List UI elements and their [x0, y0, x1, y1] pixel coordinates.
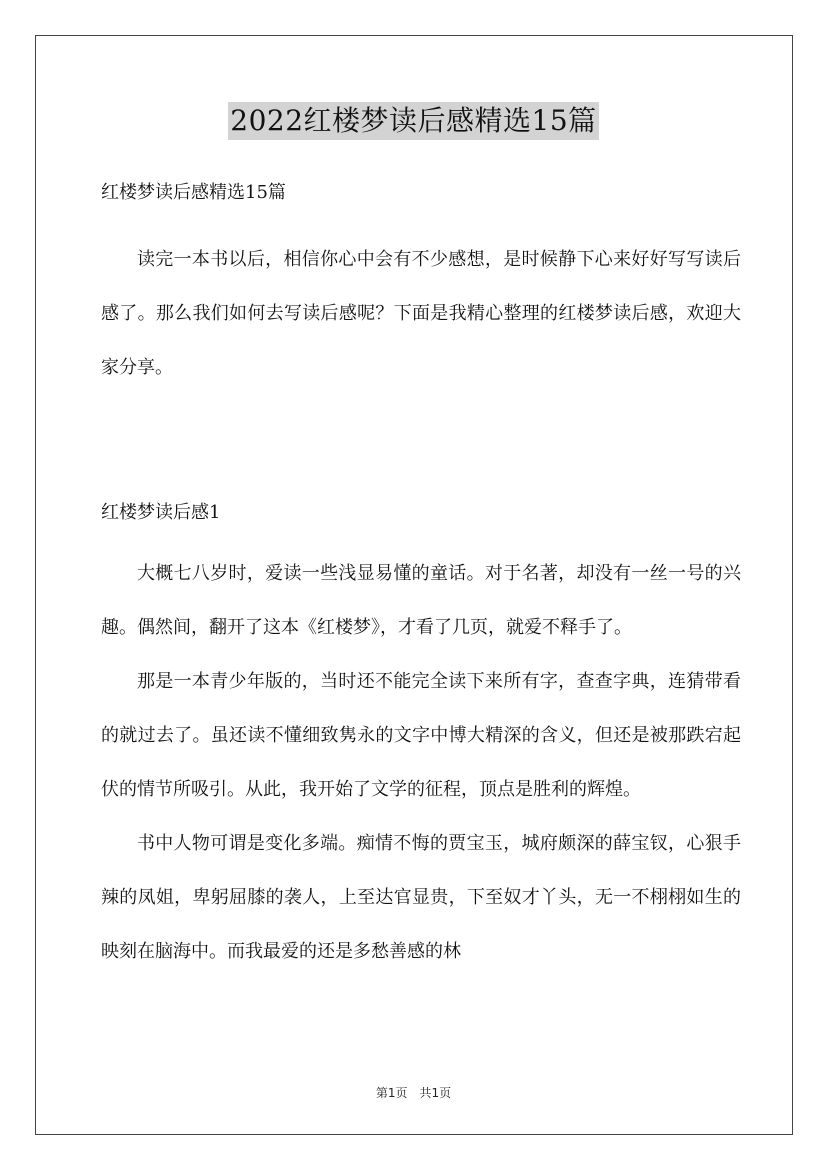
section-heading: 红楼梦读后感1 — [101, 502, 221, 523]
body-paragraph: 大概七八岁时，爱读一些浅显易懂的童话。对于名著，却没有一丝一号的兴趣。偶然间，翻开了这本《红楼梦》，才看了几页，就爱不释手了。 — [101, 563, 741, 638]
body-paragraph: 那是一本青少年版的，当时还不能完全读下来所有字，查查字典，连猜带看的就过去了。虽还读不懂细致隽永的文字中博大精深的含义，但还是被那跌宕起伏的情节所吸引。从此，我开始了文学的征程，顶点是胜利的辉煌。 — [101, 671, 741, 800]
intro-paragraph: 读完一本书以后，相信你心中会有不少感想，是时候静下心来好好写写读后感了。那么我们如何去写读后感呢？下面是我精心整理的红楼梦读后感，欢迎大家分享。 — [101, 249, 741, 378]
subtitle: 红楼梦读后感精选15篇 — [101, 182, 286, 203]
title-container — [0, 102, 827, 140]
document-body — [101, 177, 741, 979]
body-paragraph: 书中人物可谓是变化多端。痴情不悔的贾宝玉，城府颇深的薛宝钗，心狠手辣的凤姐，卑躬屈膝的袭人，上至达官显贵，下至奴才丫头，无一不栩栩如生的映刻在脑海中。而我最爱的还是多愁善感的林 — [101, 833, 741, 962]
page-footer: 第1页 共1页 — [375, 1086, 452, 1100]
document-title: 2022红楼梦读后感精选15篇 — [228, 102, 598, 140]
